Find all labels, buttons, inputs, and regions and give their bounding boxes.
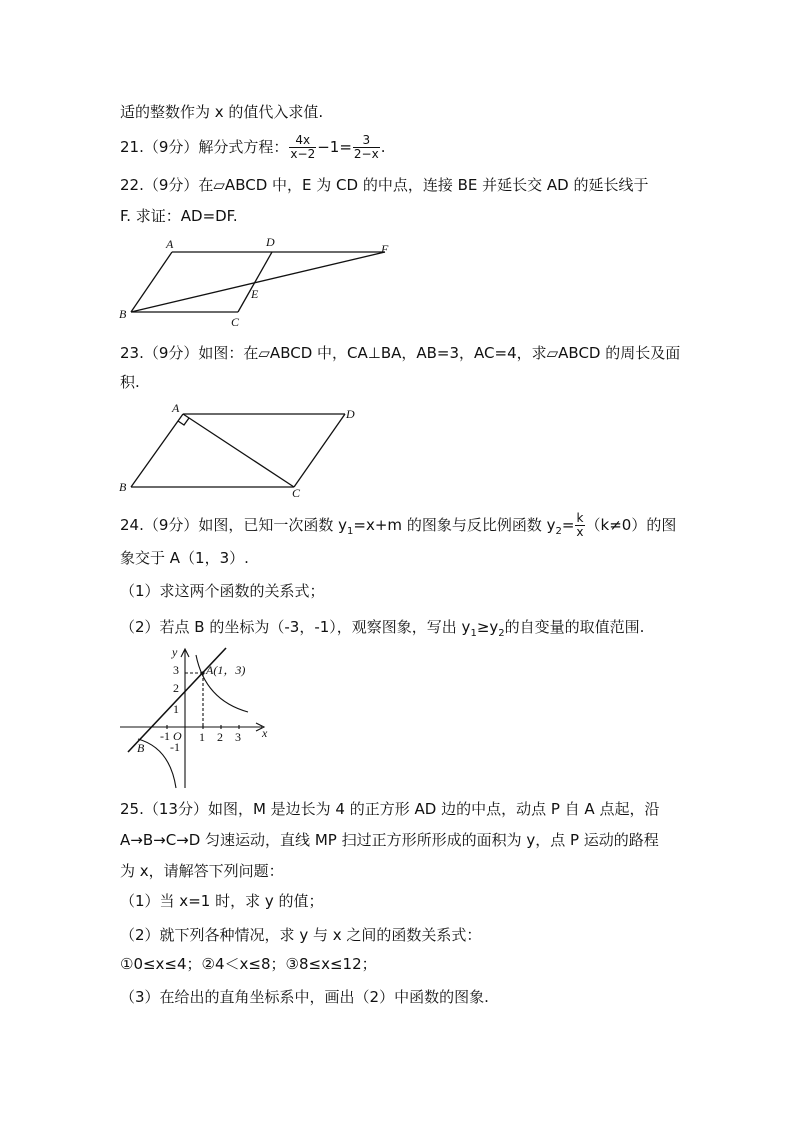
- q20-tail-text: 适的整数作为 x 的值代入求值.: [120, 103, 324, 121]
- q24-point-A: [201, 671, 204, 674]
- q24-y-tick-label: -1: [170, 740, 180, 754]
- q24-point-A-label: A(1，3): [206, 663, 246, 677]
- q24-part-2-sub-2: 2: [498, 628, 505, 639]
- q24-x-tick-label: 2: [217, 730, 223, 744]
- q22-label-F: F: [381, 242, 389, 256]
- q21-f1-denominator: x−2: [290, 147, 316, 161]
- q24-x-tick-label: 3: [235, 730, 241, 744]
- q24-y-label: y: [172, 645, 178, 659]
- q25-part-3: （3）在给出的直角坐标系中，画出（2）中函数的图象.: [120, 988, 489, 1006]
- q25-line-1: 25.（13分）如图，M 是边长为 4 的正方形 AD 边的中点，动点 P 自 A 点起，沿: [120, 800, 660, 818]
- q22-label-C: C: [231, 315, 240, 329]
- q25-cases: ①0≤x≤4；②4＜x≤8；③8≤x≤12；: [120, 955, 377, 973]
- q24-point-B-label: B: [137, 741, 145, 755]
- q24-x-tick-label: -1: [160, 729, 170, 743]
- q24-part-1: （1）求这两个函数的关系式；: [120, 582, 325, 600]
- q23-label-A: A: [172, 401, 180, 415]
- q24-sub-2: 2: [555, 526, 562, 537]
- q25-part-1: （1）当 x=1 时，求 y 的值；: [120, 892, 324, 910]
- q24-line-1-c: =: [561, 516, 575, 534]
- q25-line-3: 为 x，请解答下列问题：: [120, 862, 284, 880]
- q24-part-2-sub-1: 1: [470, 628, 477, 639]
- q24-x-tick-label: 1: [199, 730, 205, 744]
- q24-part-2-a: （2）若点 B 的坐标为（-3，-1），观察图象，写出 y: [120, 618, 471, 636]
- q22-line-1: 22.（9分）在▱ABCD 中，E 为 CD 的中点，连接 BE 并延长交 AD 的延长线于: [120, 176, 649, 194]
- q22-label-D: D: [266, 235, 275, 249]
- q22-label-E: E: [251, 287, 259, 301]
- q23-label-B: B: [119, 480, 127, 494]
- q24-frac-denominator: x: [576, 525, 584, 539]
- q21-f1-numerator: 4x: [289, 134, 316, 148]
- q22-label-B: B: [119, 307, 127, 321]
- q24-sub-1: 1: [347, 526, 354, 537]
- q23-label-D: D: [346, 407, 355, 421]
- q24-y-tick-label: 3: [173, 663, 179, 677]
- q23-label-C: C: [292, 486, 301, 500]
- q22-label-A: A: [166, 237, 174, 251]
- q24-y-tick-label: 1: [173, 702, 179, 716]
- q24-frac-numerator: k: [576, 511, 584, 525]
- q24-x-label: x: [262, 726, 268, 740]
- q23-line-2: 积.: [120, 373, 140, 391]
- q24-line-2: 象交于 A（1，3）.: [120, 549, 249, 567]
- q21-f2-denominator: 2−x: [353, 147, 379, 161]
- q21-end: .: [380, 138, 386, 156]
- q23-line-1: 23.（9分）如图：在▱ABCD 中，CA⊥BA，AB=3，AC=4，求▱ABCD 的周长及面: [120, 344, 681, 362]
- q21-f2-numerator: 3: [353, 134, 380, 148]
- q22-line-2: F. 求证：AD=DF.: [120, 207, 238, 225]
- q25-line-2: A→B→C→D 匀速运动，直线 MP 扫过正方形所形成的面积为 y，点 P 运动的路程: [120, 831, 659, 849]
- q24-y-tick-label: 2: [173, 681, 179, 695]
- q25-part-2: （2）就下列各种情况，求 y 与 x 之间的函数关系式：: [120, 926, 482, 944]
- q24-line-1-d: （k≠0）的图: [585, 516, 677, 534]
- q24-line-1-a: 24.（9分）如图，已知一次函数 y: [120, 516, 348, 534]
- q24-part-2-b: ≥y: [476, 618, 499, 636]
- q21-prefix: 21.（9分）解分式方程：: [120, 138, 289, 156]
- q24-part-2-c: 的自变量的取值范围.: [504, 618, 645, 636]
- q24-line-1-b: =x+m 的图象与反比例函数 y: [353, 516, 556, 534]
- q24-origin-label: O: [173, 729, 182, 743]
- q21-mid: −1=: [317, 138, 352, 156]
